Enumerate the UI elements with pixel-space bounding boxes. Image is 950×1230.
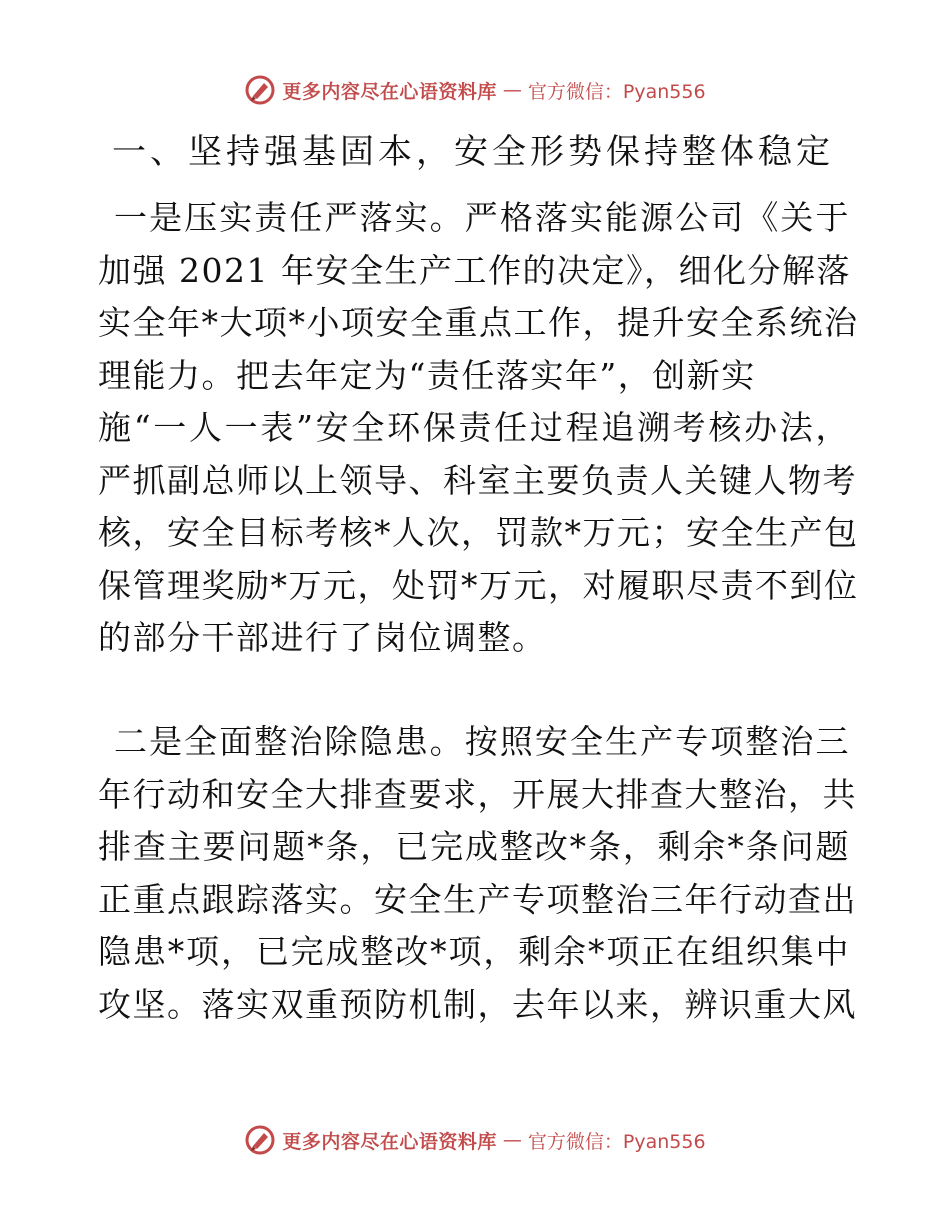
watermark-text: 更多内容尽在心语资料库 <box>282 80 497 103</box>
paragraph-line: 的部分干部进行了岗位调整。 <box>98 618 547 657</box>
paragraph-line: 核，安全目标考核*人次，罚款*万元；安全生产包 <box>98 513 859 552</box>
paragraph-line: 理能力。把去年定为“责任落实年”，创新实 <box>98 355 756 395</box>
pen-logo-icon <box>244 1124 276 1156</box>
paragraph-line: 隐患*项，已完成整改*项，剩余*项正在组织集中 <box>98 932 850 971</box>
watermark-separator: — <box>502 79 522 101</box>
watermark-separator: — <box>502 1129 522 1151</box>
paragraph-line: 二是全面整治除隐患。按照安全生产专项整治三 <box>114 722 850 761</box>
paragraph-responsibility <box>98 192 859 665</box>
paragraph-line: 保管理奖励*万元，处罚*万元，对履职尽责不到位 <box>98 565 859 605</box>
paragraph-line: 年行动和安全大排查要求，开展大排查大整治，共 <box>98 774 857 814</box>
paragraph-line: 一是压实责任严落实。严格落实能源公司《关于 <box>114 198 850 237</box>
watermark-header <box>0 72 950 108</box>
paragraph-line: 实全年*大项*小项安全重点工作，提升安全系统治 <box>98 303 859 342</box>
watermark-contact: 官方微信：Pyan556 <box>527 1130 706 1153</box>
paragraph-line: 攻坚。落实双重预防机制，去年以来，辨识重大风 <box>98 984 857 1024</box>
watermark-footer <box>0 1122 950 1158</box>
paragraph-hazard-rectification <box>98 716 857 1031</box>
paragraph-line: 排查主要问题*条，已完成整改*条，剩余*条问题 <box>98 827 850 866</box>
section-heading: 一、坚持强基固本，安全形势保持整体稳定 <box>112 132 834 172</box>
watermark-contact: 官方微信：Pyan556 <box>527 80 706 103</box>
paragraph-line: 严抓副总师以上领导、科室主要负责人关键人物考 <box>98 460 857 500</box>
paragraph-line: 加强 2021 年安全生产工作的决定》，细化分解落 <box>98 250 851 290</box>
pen-logo-icon <box>244 74 276 106</box>
paragraph-line: 正重点跟踪落实。安全生产专项整治三年行动查出 <box>98 879 857 919</box>
paragraph-line: 施“一人一表”安全环保责任过程追溯考核办法， <box>98 408 850 447</box>
watermark-text: 更多内容尽在心语资料库 <box>282 1130 497 1153</box>
